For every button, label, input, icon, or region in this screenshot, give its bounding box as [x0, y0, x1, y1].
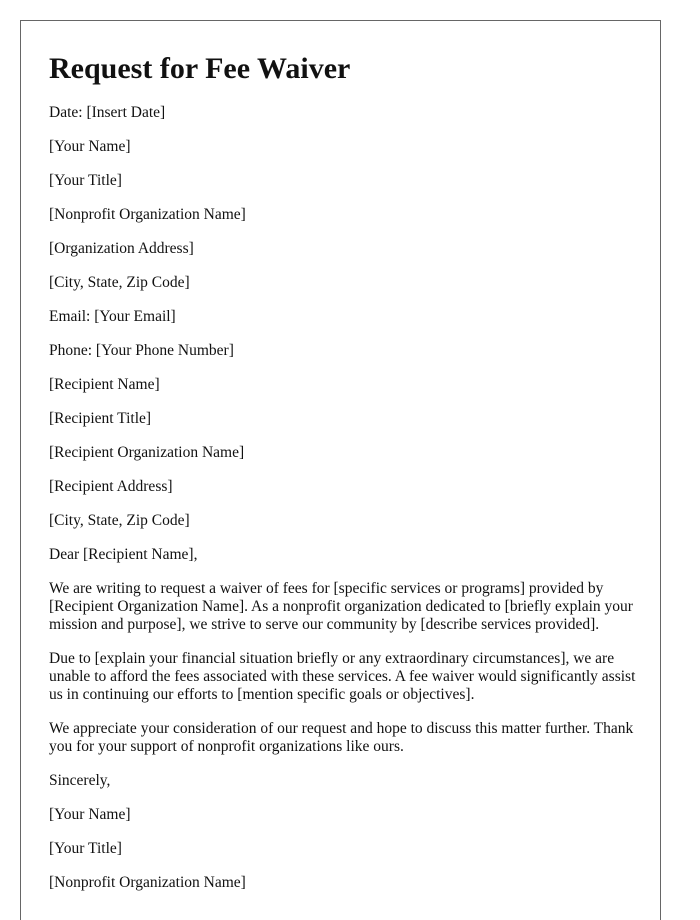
signature-title: [Your Title] [49, 840, 122, 857]
body-paragraph: We are writing to request a waiver of fees for [specific services or programs] provided by [Recipient Organization Name]. As a nonprofit organization dedicated to [briefly explain your mission and purpose], we strive to serve our community by [describe services provided]. [49, 580, 633, 633]
sender-name: [Your Name] [49, 138, 131, 155]
body-paragraph: Due to [explain your financial situation briefly or any extraordinary circumstances], we are unable to afford the fees associated with these services. A fee waiver would significantly assist us in continuing our efforts to [mention specific goals or objectives]. [49, 650, 636, 703]
valediction: Sincerely, [49, 772, 111, 789]
letter-page [20, 20, 661, 920]
sender-email: Email: [Your Email] [49, 308, 176, 325]
salutation: Dear [Recipient Name], [49, 546, 198, 563]
sender-city-state-zip: [City, State, Zip Code] [49, 274, 190, 291]
recipient-title: [Recipient Title] [49, 410, 152, 427]
recipient-address: [Recipient Address] [49, 478, 173, 495]
body-paragraph: We appreciate your consideration of our request and hope to discuss this matter further. Thank you for your support of nonprofit organizations like ours. [49, 720, 634, 755]
signature-organization: [Nonprofit Organization Name] [49, 874, 246, 891]
recipient-name: [Recipient Name] [49, 376, 160, 393]
sender-organization: [Nonprofit Organization Name] [49, 206, 246, 223]
sender-title: [Your Title] [49, 172, 122, 189]
date-line: Date: [Insert Date] [49, 104, 166, 121]
sender-address: [Organization Address] [49, 240, 194, 257]
recipient-city-state-zip: [City, State, Zip Code] [49, 512, 190, 529]
sender-phone: Phone: [Your Phone Number] [49, 342, 234, 359]
recipient-organization: [Recipient Organization Name] [49, 444, 245, 461]
letter-title: Request for Fee Waiver [49, 52, 351, 85]
letter-content [49, 51, 637, 908]
signature-name: [Your Name] [49, 806, 131, 823]
